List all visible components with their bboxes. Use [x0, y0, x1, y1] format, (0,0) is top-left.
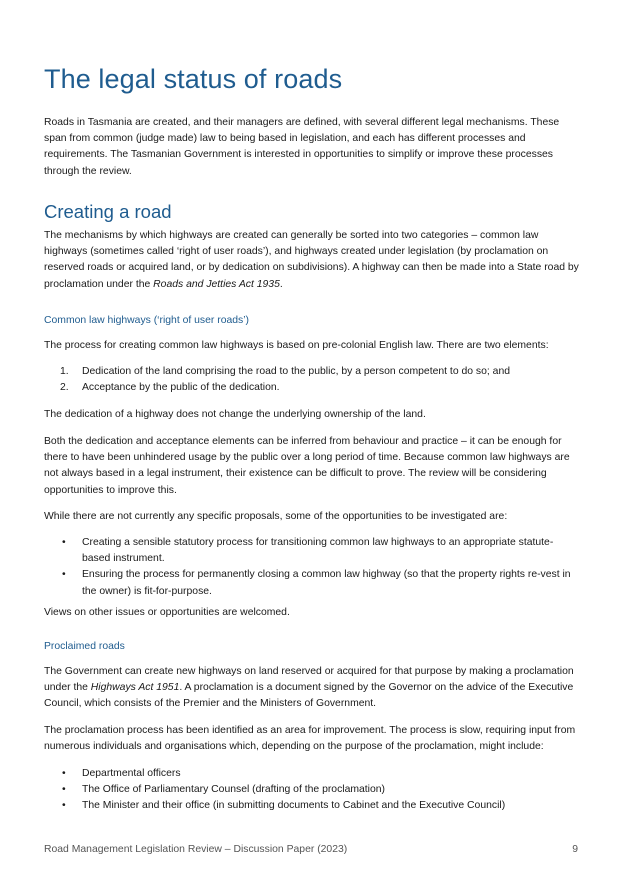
list-text: Creating a sensible statutory process for transitioning common law highways to an appropriate statute-based instrument.: [82, 537, 554, 565]
list-item: [44, 380, 580, 396]
elements-list: [44, 364, 580, 396]
list-item: [44, 567, 580, 599]
bullet-icon: •: [62, 800, 66, 812]
intro-paragraph: Roads in Tasmania are created, and their managers are defined, with several different legal mechanisms. These span from common (judge made) law to being based in legislation, and each has different processes and requirements. The Tasmanian Government is interested in opportunities to simplify or improve these processes through the review.: [44, 117, 560, 177]
contributors-list: [44, 766, 580, 815]
bullet-icon: •: [62, 569, 66, 581]
act-citation: Highways Act 1951: [90, 682, 180, 694]
list-text: The Minister and their office (in submitting documents to Cabinet and the Executive Council): [82, 800, 506, 812]
common-law-para-5: Views on other issues or opportunities are welcomed.: [44, 607, 290, 618]
page-title: The legal status of roads: [44, 64, 343, 94]
proclaimed-text-end: . A proclamation is a document signed by the Governor on the advice of the Executive Council, which consists of the Premier and the Ministers of Government.: [44, 682, 574, 710]
act-citation: Roads and Jetties Act 1935: [153, 278, 280, 290]
footer-title: Road Management Legislation Review – Discussion Paper (2023): [44, 844, 348, 855]
list-item: [44, 364, 580, 380]
subheading-proclaimed: Proclaimed roads: [44, 641, 125, 652]
list-number: 2.: [60, 382, 69, 394]
list-text: Dedication of the land comprising the road to the public, by a person competent to do so; and: [82, 366, 511, 377]
bullet-icon: •: [62, 768, 66, 779]
bullet-icon: •: [62, 537, 66, 548]
page-footer: [44, 844, 578, 855]
list-item: [44, 535, 580, 567]
opportunities-list: [44, 535, 580, 600]
list-text: Acceptance by the public of the dedication.: [82, 382, 280, 394]
list-text: Departmental officers: [82, 768, 181, 779]
list-number: 1.: [60, 366, 69, 377]
proclaimed-text: The Government can create new highways on land reserved or acquired for that purpose by making a proclamation under the: [44, 666, 574, 694]
proclaimed-para-1: [44, 664, 580, 713]
common-law-para-1: The process for creating common law highways is based on pre-colonial English law. There are two elements:: [44, 340, 549, 351]
common-law-para-2: The dedication of a highway does not change the underlying ownership of the land.: [44, 409, 426, 420]
section-heading-creating: Creating a road: [44, 201, 172, 222]
subheading-common-law: Common law highways (‘right of user roads’): [44, 315, 250, 326]
creating-paragraph: [44, 228, 580, 293]
list-text: Ensuring the process for permanently closing a common law highway (so that the property rights re-vest in the owner) is fit-for-purpose.: [82, 569, 571, 597]
proclaimed-para-2: The proclamation process has been identified as an area for improvement. The process is slow, requiring input from numerous individuals and organisations which, depending on the purpose of the proclamation, might include:: [44, 725, 576, 753]
list-item: [44, 766, 580, 782]
page-number: 9: [572, 844, 578, 855]
list-item: [44, 782, 580, 798]
common-law-para-3: Both the dedication and acceptance elements can be inferred from behaviour and practice – it can be enough for there to have been unhindered usage by the public over a long period of time. Because common law highways are not always based in a legal instrument, their existence can be difficult to prove. The review will be considering opportunities to improve this.: [44, 436, 570, 496]
list-item: [44, 798, 580, 814]
creating-text-end: .: [279, 278, 283, 290]
bullet-icon: •: [62, 784, 66, 796]
common-law-para-4: While there are not currently any specific proposals, some of the opportunities to be investigated are:: [44, 511, 508, 522]
creating-text: The mechanisms by which highways are created can generally be sorted into two categories – common law highways (sometimes called ‘right of user roads’), and highways created under legislation (by proclamation on reserved roads or acquired land, or by dedication on subdivisions). A highway can then be made into a State road by proclamation under the: [44, 230, 579, 290]
list-text: The Office of Parliamentary Counsel (drafting of the proclamation): [82, 784, 386, 796]
